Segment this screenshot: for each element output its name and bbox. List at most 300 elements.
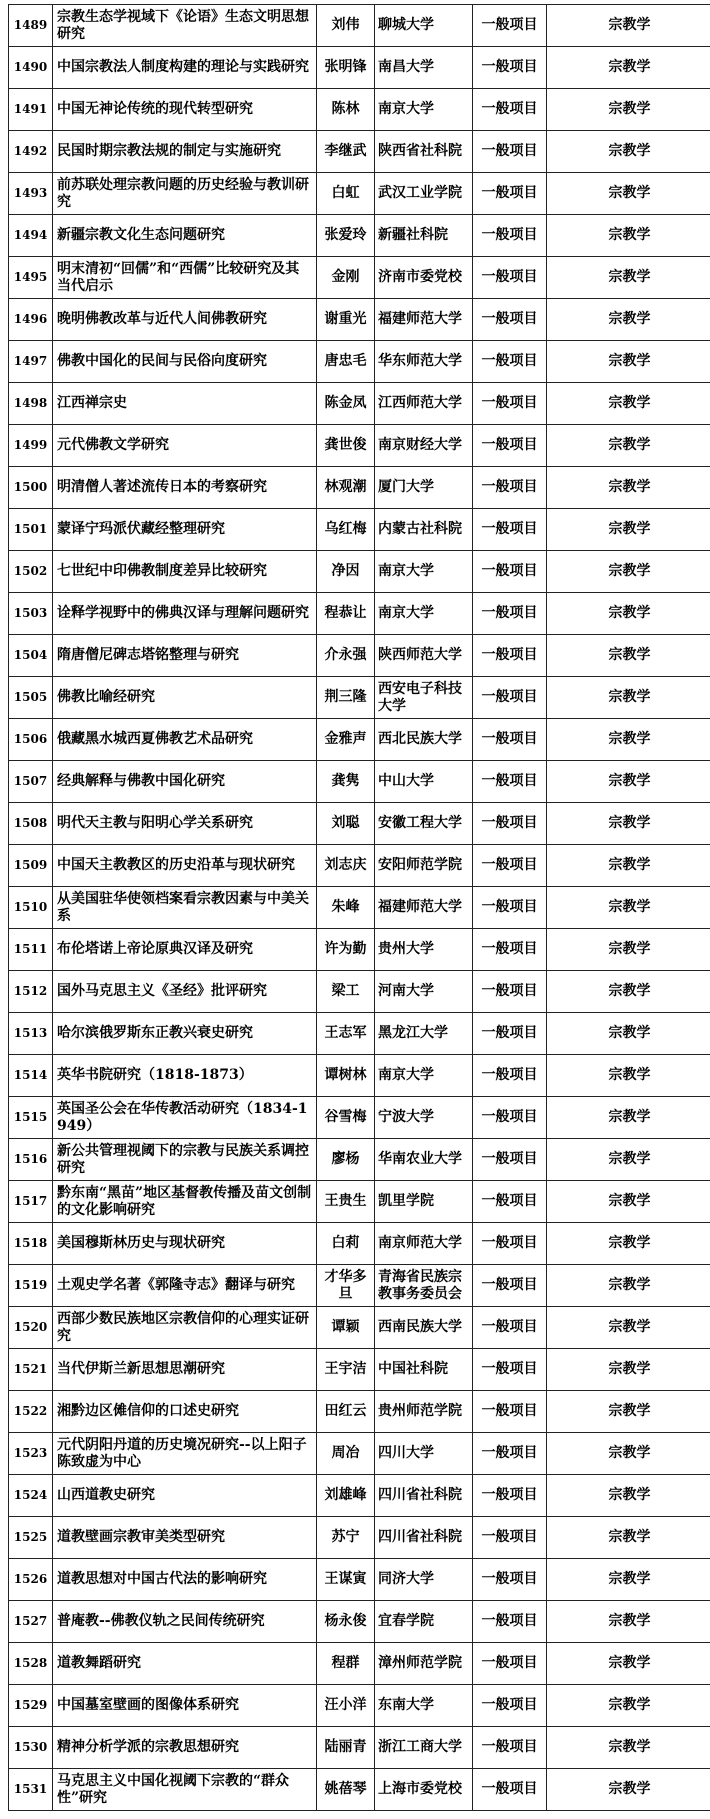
discipline: 宗教学 (547, 1391, 710, 1433)
project-type: 一般项目 (473, 1727, 547, 1769)
discipline: 宗教学 (547, 257, 710, 299)
project-type: 一般项目 (473, 719, 547, 761)
project-title: 当代伊斯兰新思想思潮研究 (53, 1349, 317, 1391)
institution: 贵州师范学院 (375, 1391, 473, 1433)
project-number: 1515 (9, 1097, 53, 1139)
institution: 南京大学 (375, 89, 473, 131)
institution: 聊城大学 (375, 5, 473, 47)
institution: 青海省民族宗教事务委员会 (375, 1265, 473, 1307)
project-number: 1492 (9, 131, 53, 173)
project-number: 1523 (9, 1433, 53, 1475)
project-title: 隋唐僧尼碑志塔铭整理与研究 (53, 635, 317, 677)
institution: 黑龙江大学 (375, 1013, 473, 1055)
project-number: 1531 (9, 1769, 53, 1811)
project-number: 1520 (9, 1307, 53, 1349)
table-row (9, 383, 710, 425)
discipline: 宗教学 (547, 1097, 710, 1139)
project-title: 元代佛教文学研究 (53, 425, 317, 467)
discipline: 宗教学 (547, 1475, 710, 1517)
discipline: 宗教学 (547, 887, 710, 929)
discipline: 宗教学 (547, 593, 710, 635)
project-title: 土观史学名著《郭隆寺志》翻译与研究 (53, 1265, 317, 1307)
project-title: 湘黔边区傩信仰的口述史研究 (53, 1391, 317, 1433)
principal-investigator: 才华多旦 (317, 1265, 375, 1307)
project-type: 一般项目 (473, 887, 547, 929)
institution: 浙江工商大学 (375, 1727, 473, 1769)
principal-investigator: 王谋寅 (317, 1559, 375, 1601)
principal-investigator: 梁工 (317, 971, 375, 1013)
institution: 华南农业大学 (375, 1139, 473, 1181)
table-row (9, 509, 710, 551)
institution: 福建师范大学 (375, 887, 473, 929)
institution: 华东师范大学 (375, 341, 473, 383)
institution: 陕西师范大学 (375, 635, 473, 677)
institution: 宁波大学 (375, 1097, 473, 1139)
project-type: 一般项目 (473, 509, 547, 551)
project-number: 1513 (9, 1013, 53, 1055)
project-number: 1518 (9, 1223, 53, 1265)
project-number: 1527 (9, 1601, 53, 1643)
table-row (9, 971, 710, 1013)
discipline: 宗教学 (547, 1055, 710, 1097)
project-type: 一般项目 (473, 1517, 547, 1559)
project-type: 一般项目 (473, 215, 547, 257)
project-title: 黔东南“黑苗”地区基督教传播及苗文创制的文化影响研究 (53, 1181, 317, 1223)
table-row (9, 1055, 710, 1097)
project-title: 哈尔滨俄罗斯东正教兴衰史研究 (53, 1013, 317, 1055)
project-number: 1512 (9, 971, 53, 1013)
table-row (9, 1517, 710, 1559)
project-title: 精神分析学派的宗教思想研究 (53, 1727, 317, 1769)
project-title: 俄藏黑水城西夏佛教艺术品研究 (53, 719, 317, 761)
project-type: 一般项目 (473, 1013, 547, 1055)
project-type: 一般项目 (473, 551, 547, 593)
project-title: 新疆宗教文化生态问题研究 (53, 215, 317, 257)
table-row (9, 929, 710, 971)
project-type: 一般项目 (473, 1475, 547, 1517)
project-type: 一般项目 (473, 845, 547, 887)
principal-investigator: 苏宁 (317, 1517, 375, 1559)
project-title: 明末清初“回儒”和“西儒”比较研究及其当代启示 (53, 257, 317, 299)
table-row (9, 761, 710, 803)
project-number: 1522 (9, 1391, 53, 1433)
project-number: 1504 (9, 635, 53, 677)
principal-investigator: 张明锋 (317, 47, 375, 89)
discipline: 宗教学 (547, 719, 710, 761)
project-number: 1500 (9, 467, 53, 509)
discipline: 宗教学 (547, 215, 710, 257)
project-title: 英国圣公会在华传教活动研究（1834-1949） (53, 1097, 317, 1139)
discipline: 宗教学 (547, 1013, 710, 1055)
project-title: 西部少数民族地区宗教信仰的心理实证研究 (53, 1307, 317, 1349)
project-type: 一般项目 (473, 1685, 547, 1727)
discipline: 宗教学 (547, 1685, 710, 1727)
table-row (9, 887, 710, 929)
table-row (9, 593, 710, 635)
table-row (9, 47, 710, 89)
project-number: 1507 (9, 761, 53, 803)
project-title: 国外马克思主义《圣经》批评研究 (53, 971, 317, 1013)
institution: 同济大学 (375, 1559, 473, 1601)
discipline: 宗教学 (547, 677, 710, 719)
table-row (9, 1391, 710, 1433)
project-title: 道教舞蹈研究 (53, 1643, 317, 1685)
project-number: 1489 (9, 5, 53, 47)
project-type: 一般项目 (473, 383, 547, 425)
project-number: 1497 (9, 341, 53, 383)
project-number: 1516 (9, 1139, 53, 1181)
table-row (9, 1559, 710, 1601)
project-number: 1490 (9, 47, 53, 89)
institution: 南京师范大学 (375, 1223, 473, 1265)
project-title: 经典解释与佛教中国化研究 (53, 761, 317, 803)
table-row (9, 131, 710, 173)
project-number: 1501 (9, 509, 53, 551)
table-row (9, 1013, 710, 1055)
discipline: 宗教学 (547, 509, 710, 551)
principal-investigator: 王志军 (317, 1013, 375, 1055)
project-number: 1494 (9, 215, 53, 257)
institution: 西南民族大学 (375, 1307, 473, 1349)
table-row (9, 635, 710, 677)
discipline: 宗教学 (547, 383, 710, 425)
project-type: 一般项目 (473, 257, 547, 299)
project-table (8, 4, 710, 1811)
institution: 四川省社科院 (375, 1517, 473, 1559)
project-title: 民国时期宗教法规的制定与实施研究 (53, 131, 317, 173)
project-type: 一般项目 (473, 1349, 547, 1391)
institution: 福建师范大学 (375, 299, 473, 341)
project-type: 一般项目 (473, 47, 547, 89)
project-number: 1519 (9, 1265, 53, 1307)
institution: 四川大学 (375, 1433, 473, 1475)
table-row (9, 1139, 710, 1181)
principal-investigator: 张爱玲 (317, 215, 375, 257)
principal-investigator: 王宇洁 (317, 1349, 375, 1391)
project-type: 一般项目 (473, 593, 547, 635)
discipline: 宗教学 (547, 1349, 710, 1391)
table-row (9, 1601, 710, 1643)
institution: 武汉工业学院 (375, 173, 473, 215)
principal-investigator: 刘雄峰 (317, 1475, 375, 1517)
table-row (9, 803, 710, 845)
project-title: 中国天主教教区的历史沿革与现状研究 (53, 845, 317, 887)
project-title: 七世纪中印佛教制度差异比较研究 (53, 551, 317, 593)
principal-investigator: 刘志庆 (317, 845, 375, 887)
table-row (9, 1349, 710, 1391)
project-number: 1511 (9, 929, 53, 971)
discipline: 宗教学 (547, 1223, 710, 1265)
principal-investigator: 姚蓓琴 (317, 1769, 375, 1811)
project-type: 一般项目 (473, 1769, 547, 1811)
discipline: 宗教学 (547, 425, 710, 467)
institution: 济南市委党校 (375, 257, 473, 299)
institution: 西安电子科技大学 (375, 677, 473, 719)
project-type: 一般项目 (473, 1055, 547, 1097)
discipline: 宗教学 (547, 1727, 710, 1769)
table-row (9, 1307, 710, 1349)
table-row (9, 257, 710, 299)
table-row (9, 845, 710, 887)
project-number: 1530 (9, 1727, 53, 1769)
project-number: 1495 (9, 257, 53, 299)
table-row (9, 173, 710, 215)
principal-investigator: 介永强 (317, 635, 375, 677)
project-type: 一般项目 (473, 677, 547, 719)
institution: 上海市委党校 (375, 1769, 473, 1811)
institution: 宜春学院 (375, 1601, 473, 1643)
project-number: 1524 (9, 1475, 53, 1517)
discipline: 宗教学 (547, 761, 710, 803)
table-row (9, 1181, 710, 1223)
institution: 贵州大学 (375, 929, 473, 971)
project-title: 中国墓室壁画的图像体系研究 (53, 1685, 317, 1727)
table-row (9, 467, 710, 509)
project-number: 1499 (9, 425, 53, 467)
institution: 安徽工程大学 (375, 803, 473, 845)
project-number: 1491 (9, 89, 53, 131)
principal-investigator: 程恭让 (317, 593, 375, 635)
project-number: 1514 (9, 1055, 53, 1097)
discipline: 宗教学 (547, 1559, 710, 1601)
discipline: 宗教学 (547, 635, 710, 677)
discipline: 宗教学 (547, 1601, 710, 1643)
discipline: 宗教学 (547, 845, 710, 887)
principal-investigator: 汪小洋 (317, 1685, 375, 1727)
table-row (9, 1769, 710, 1811)
project-title: 布伦塔诺上帝论原典汉译及研究 (53, 929, 317, 971)
project-title: 新公共管理视阈下的宗教与民族关系调控研究 (53, 1139, 317, 1181)
institution: 南京大学 (375, 593, 473, 635)
project-type: 一般项目 (473, 761, 547, 803)
table-row (9, 341, 710, 383)
project-title: 前苏联处理宗教问题的历史经验与教训研究 (53, 173, 317, 215)
project-type: 一般项目 (473, 5, 547, 47)
discipline: 宗教学 (547, 1139, 710, 1181)
table-row (9, 677, 710, 719)
project-title: 道教思想对中国古代法的影响研究 (53, 1559, 317, 1601)
project-number: 1493 (9, 173, 53, 215)
project-type: 一般项目 (473, 341, 547, 383)
discipline: 宗教学 (547, 47, 710, 89)
principal-investigator: 廖杨 (317, 1139, 375, 1181)
project-title: 马克思主义中国化视阈下宗教的“群众性”研究 (53, 1769, 317, 1811)
project-type: 一般项目 (473, 1307, 547, 1349)
project-number: 1517 (9, 1181, 53, 1223)
principal-investigator: 唐忠毛 (317, 341, 375, 383)
principal-investigator: 净因 (317, 551, 375, 593)
principal-investigator: 朱峰 (317, 887, 375, 929)
principal-investigator: 白莉 (317, 1223, 375, 1265)
table-row (9, 299, 710, 341)
discipline: 宗教学 (547, 341, 710, 383)
institution: 凯里学院 (375, 1181, 473, 1223)
project-title: 道教壁画宗教审美类型研究 (53, 1517, 317, 1559)
principal-investigator: 白虹 (317, 173, 375, 215)
project-type: 一般项目 (473, 173, 547, 215)
principal-investigator: 龚世俊 (317, 425, 375, 467)
principal-investigator: 刘聪 (317, 803, 375, 845)
project-title: 明代天主教与阳明心学关系研究 (53, 803, 317, 845)
institution: 内蒙古社科院 (375, 509, 473, 551)
discipline: 宗教学 (547, 929, 710, 971)
discipline: 宗教学 (547, 1643, 710, 1685)
project-type: 一般项目 (473, 1097, 547, 1139)
institution: 南京财经大学 (375, 425, 473, 467)
principal-investigator: 杨永俊 (317, 1601, 375, 1643)
table-row (9, 1265, 710, 1307)
project-title: 元代阴阳丹道的历史境况研究--以上阳子陈致虚为中心 (53, 1433, 317, 1475)
principal-investigator: 陆丽青 (317, 1727, 375, 1769)
table-body (9, 5, 710, 1811)
principal-investigator: 王贵生 (317, 1181, 375, 1223)
discipline: 宗教学 (547, 173, 710, 215)
discipline: 宗教学 (547, 803, 710, 845)
project-type: 一般项目 (473, 971, 547, 1013)
institution: 西北民族大学 (375, 719, 473, 761)
project-number: 1525 (9, 1517, 53, 1559)
project-title: 蒙译宁玛派伏藏经整理研究 (53, 509, 317, 551)
discipline: 宗教学 (547, 1517, 710, 1559)
institution: 中山大学 (375, 761, 473, 803)
project-title: 普庵教--佛教仪轨之民间传统研究 (53, 1601, 317, 1643)
discipline: 宗教学 (547, 131, 710, 173)
principal-investigator: 谷雪梅 (317, 1097, 375, 1139)
project-title: 江西禅宗史 (53, 383, 317, 425)
institution: 南京大学 (375, 1055, 473, 1097)
table-row (9, 1433, 710, 1475)
discipline: 宗教学 (547, 1181, 710, 1223)
project-number: 1505 (9, 677, 53, 719)
project-title: 诠释学视野中的佛典汉译与理解问题研究 (53, 593, 317, 635)
discipline: 宗教学 (547, 1433, 710, 1475)
principal-investigator: 龚隽 (317, 761, 375, 803)
discipline: 宗教学 (547, 1265, 710, 1307)
project-title: 佛教中国化的民间与民俗向度研究 (53, 341, 317, 383)
project-number: 1508 (9, 803, 53, 845)
project-type: 一般项目 (473, 1601, 547, 1643)
project-number: 1503 (9, 593, 53, 635)
table-row (9, 1685, 710, 1727)
discipline: 宗教学 (547, 551, 710, 593)
principal-investigator: 陈金凤 (317, 383, 375, 425)
project-number: 1509 (9, 845, 53, 887)
principal-investigator: 许为勤 (317, 929, 375, 971)
project-title: 晚明佛教改革与近代人间佛教研究 (53, 299, 317, 341)
table-row (9, 1643, 710, 1685)
institution: 四川省社科院 (375, 1475, 473, 1517)
project-number: 1528 (9, 1643, 53, 1685)
project-number: 1526 (9, 1559, 53, 1601)
table-row (9, 551, 710, 593)
principal-investigator: 程群 (317, 1643, 375, 1685)
principal-investigator: 乌红梅 (317, 509, 375, 551)
institution: 中国社科院 (375, 1349, 473, 1391)
principal-investigator: 谭树林 (317, 1055, 375, 1097)
institution: 南昌大学 (375, 47, 473, 89)
institution: 厦门大学 (375, 467, 473, 509)
project-type: 一般项目 (473, 1181, 547, 1223)
table-row (9, 1097, 710, 1139)
table-row (9, 425, 710, 467)
project-type: 一般项目 (473, 1391, 547, 1433)
project-list-sheet (8, 4, 710, 1811)
discipline: 宗教学 (547, 1769, 710, 1811)
project-type: 一般项目 (473, 1643, 547, 1685)
project-type: 一般项目 (473, 1223, 547, 1265)
principal-investigator: 金刚 (317, 257, 375, 299)
project-type: 一般项目 (473, 299, 547, 341)
project-number: 1521 (9, 1349, 53, 1391)
institution: 江西师范大学 (375, 383, 473, 425)
project-title: 中国无神论传统的现代转型研究 (53, 89, 317, 131)
discipline: 宗教学 (547, 5, 710, 47)
table-row (9, 1223, 710, 1265)
project-type: 一般项目 (473, 803, 547, 845)
discipline: 宗教学 (547, 1307, 710, 1349)
project-type: 一般项目 (473, 89, 547, 131)
project-type: 一般项目 (473, 1559, 547, 1601)
project-title: 明清僧人著述流传日本的考察研究 (53, 467, 317, 509)
project-type: 一般项目 (473, 1139, 547, 1181)
project-title: 宗教生态学视域下《论语》生态文明思想研究 (53, 5, 317, 47)
institution: 陕西省社科院 (375, 131, 473, 173)
project-title: 山西道教史研究 (53, 1475, 317, 1517)
project-title: 佛教比喻经研究 (53, 677, 317, 719)
institution: 南京大学 (375, 551, 473, 593)
principal-investigator: 李继武 (317, 131, 375, 173)
project-type: 一般项目 (473, 929, 547, 971)
project-number: 1496 (9, 299, 53, 341)
project-type: 一般项目 (473, 131, 547, 173)
principal-investigator: 刘伟 (317, 5, 375, 47)
project-type: 一般项目 (473, 1433, 547, 1475)
project-number: 1498 (9, 383, 53, 425)
project-title: 从美国驻华使领档案看宗教因素与中美关系 (53, 887, 317, 929)
institution: 东南大学 (375, 1685, 473, 1727)
discipline: 宗教学 (547, 299, 710, 341)
table-row (9, 1475, 710, 1517)
principal-investigator: 林观潮 (317, 467, 375, 509)
table-row (9, 215, 710, 257)
principal-investigator: 田红云 (317, 1391, 375, 1433)
discipline: 宗教学 (547, 89, 710, 131)
project-type: 一般项目 (473, 467, 547, 509)
project-type: 一般项目 (473, 425, 547, 467)
institution: 新疆社科院 (375, 215, 473, 257)
project-number: 1510 (9, 887, 53, 929)
table-row (9, 5, 710, 47)
principal-investigator: 金雅声 (317, 719, 375, 761)
principal-investigator: 谭颖 (317, 1307, 375, 1349)
table-row (9, 1727, 710, 1769)
project-number: 1502 (9, 551, 53, 593)
principal-investigator: 陈林 (317, 89, 375, 131)
project-number: 1506 (9, 719, 53, 761)
institution: 河南大学 (375, 971, 473, 1013)
principal-investigator: 谢重光 (317, 299, 375, 341)
discipline: 宗教学 (547, 467, 710, 509)
table-row (9, 89, 710, 131)
principal-investigator: 周冶 (317, 1433, 375, 1475)
project-title: 美国穆斯林历史与现状研究 (53, 1223, 317, 1265)
project-title: 中国宗教法人制度构建的理论与实践研究 (53, 47, 317, 89)
institution: 安阳师范学院 (375, 845, 473, 887)
project-number: 1529 (9, 1685, 53, 1727)
project-title: 英华书院研究（1818-1873） (53, 1055, 317, 1097)
project-type: 一般项目 (473, 1265, 547, 1307)
table-row (9, 719, 710, 761)
